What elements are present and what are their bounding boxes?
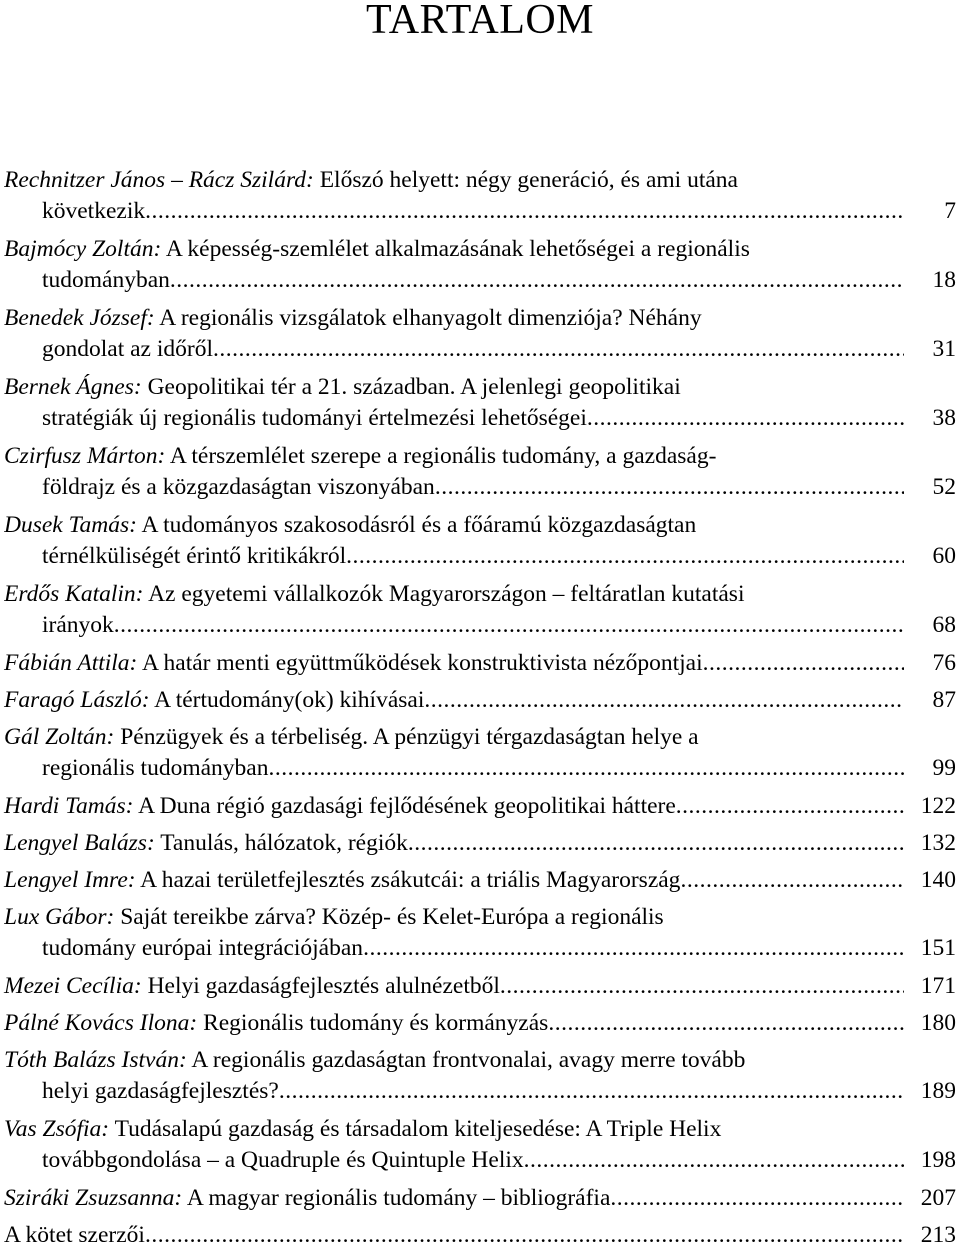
dot-leader <box>680 865 904 896</box>
toc-entry-title <box>4 791 676 822</box>
toc-entry-page-number: 151 <box>920 935 956 961</box>
dot-leader <box>610 1183 904 1214</box>
toc-entry-title-start: Az egyetemi vállalkozók Magyarországon – feltáratlan kutatási <box>143 581 745 607</box>
toc-entry-last-line <box>4 265 960 296</box>
toc-entry-page-number: 171 <box>920 973 956 999</box>
toc-entry-title-text: Regionális tudomány és kormányzás <box>197 1010 549 1036</box>
toc-entry-last-line <box>4 472 960 503</box>
dot-leader <box>676 791 904 822</box>
dot-leader <box>408 828 904 859</box>
toc-entry-title <box>4 1220 145 1251</box>
toc-entry-last-line <box>4 1220 960 1251</box>
toc-entry-title <box>42 1076 279 1107</box>
toc-entry-last-line <box>4 828 960 859</box>
toc-entry[interactable] <box>4 441 960 510</box>
toc-entry-page-number: 38 <box>932 405 956 431</box>
toc-entry-title-text: A hazai területfejlesztés zsákutcái: a triális Magyarország <box>135 867 681 893</box>
toc-entry[interactable] <box>4 722 960 791</box>
toc-entry-page-number: 76 <box>932 650 956 676</box>
toc-entry-title-start: Előszó helyett: négy generáció, és ami utána <box>313 167 738 193</box>
toc-entry-last-line <box>4 933 960 964</box>
toc-entry-first-line <box>4 303 844 334</box>
toc-entry-title-text: helyi gazdaságfejlesztés? <box>42 1078 279 1104</box>
toc-entry-page-number: 189 <box>920 1078 956 1104</box>
toc-entry-author: Sziráki Zsuzsanna: <box>4 1185 183 1211</box>
toc-entry-author: Vas Zsófia: <box>4 1116 110 1142</box>
toc-entry-first-line <box>4 234 844 265</box>
toc-entry[interactable] <box>4 165 960 234</box>
toc-entry-first-line <box>4 902 844 933</box>
toc-entry[interactable] <box>4 579 960 648</box>
toc-entry-last-line <box>4 685 960 716</box>
table-of-contents <box>4 165 960 1257</box>
toc-entry-title <box>4 828 408 859</box>
dot-leader <box>587 403 904 434</box>
toc-entry-last-line <box>4 753 960 784</box>
toc-entry-last-line <box>4 791 960 822</box>
toc-entry-first-line <box>4 1045 844 1076</box>
toc-entry-page-number: 132 <box>920 830 956 856</box>
dot-leader <box>279 1076 904 1107</box>
toc-entry-title-text: tudomány európai integrációjában <box>42 935 364 961</box>
toc-entry-page-number: 68 <box>932 612 956 638</box>
dot-leader <box>500 971 904 1002</box>
dot-leader <box>268 753 904 784</box>
toc-entry-title-text: A magyar regionális tudomány – bibliográfia <box>182 1185 611 1211</box>
toc-entry-title-text: földrajz és a közgazdaságtan viszonyában <box>42 474 435 500</box>
toc-entry-title <box>42 334 213 365</box>
dot-leader <box>524 1145 904 1176</box>
toc-entry-title-start: A regionális gazdaságtan frontvonalai, avagy merre tovább <box>186 1047 746 1073</box>
toc-entry-author: Faragó László: <box>4 687 150 713</box>
toc-entry-page-number: 7 <box>944 198 956 224</box>
toc-entry[interactable] <box>4 303 960 372</box>
toc-entry-title-text: A tértudomány(ok) kihívásai <box>149 687 425 713</box>
toc-entry-author: Czirfusz Márton: <box>4 443 166 469</box>
toc-entry-page-number: 31 <box>932 336 956 362</box>
toc-entry-last-line <box>4 1145 960 1176</box>
toc-entry-title-start: A képesség-szemlélet alkalmazásának lehetőségei a regionális <box>161 236 750 262</box>
toc-entry-title-text: stratégiák új regionális tudományi értelmezési lehetőségei <box>42 405 587 431</box>
toc-entry-author: Benedek József: <box>4 305 155 331</box>
toc-entry-author: Tóth Balázs István: <box>4 1047 187 1073</box>
toc-entry-title <box>4 685 424 716</box>
toc-entry-title-text: tudományban <box>42 267 170 293</box>
toc-entry[interactable] <box>4 234 960 303</box>
toc-entry-author: Hardi Tamás: <box>4 793 134 819</box>
toc-entry-last-line <box>4 610 960 641</box>
toc-entry-page-number: 207 <box>920 1185 956 1211</box>
toc-entry-title-start: A tudományos szakosodásról és a főáramú közgazdaságtan <box>136 512 697 538</box>
toc-entry-author: Lux Gábor: <box>4 904 115 930</box>
toc-entry-last-line <box>4 541 960 572</box>
toc-entry-author: Fábián Attila: <box>4 650 138 676</box>
dot-leader <box>363 933 904 964</box>
toc-entry-first-line <box>4 579 844 610</box>
toc-entry-title <box>4 865 680 896</box>
toc-entry[interactable] <box>4 1045 960 1114</box>
toc-entry[interactable] <box>4 865 960 902</box>
toc-entry-last-line <box>4 1008 960 1039</box>
toc-entry-title-text: A kötet szerzői <box>4 1222 145 1248</box>
toc-entry-first-line <box>4 441 844 472</box>
dot-leader <box>114 610 904 641</box>
toc-entry[interactable] <box>4 971 960 1008</box>
toc-entry-title-text: regionális tudományban <box>42 755 269 781</box>
toc-entry-page-number: 122 <box>920 793 956 819</box>
dot-leader <box>170 265 904 296</box>
toc-entry[interactable] <box>4 1183 960 1220</box>
toc-entry-title-text: irányok <box>42 612 114 638</box>
toc-entry-first-line <box>4 510 844 541</box>
toc-entry[interactable] <box>4 685 960 722</box>
toc-entry-page-number: 99 <box>932 755 956 781</box>
toc-entry[interactable] <box>4 902 960 971</box>
toc-entry[interactable] <box>4 791 960 828</box>
toc-entry-page-number: 180 <box>920 1010 956 1036</box>
toc-entry[interactable] <box>4 1220 960 1257</box>
toc-entry-author: Dusek Tamás: <box>4 512 137 538</box>
dot-leader <box>145 196 904 227</box>
toc-entry-title <box>4 1183 610 1214</box>
toc-entry-title-text: következik <box>42 198 146 224</box>
toc-entry-title-start: A regionális vizsgálatok elhanyagolt dimenziója? Néhány <box>154 305 702 331</box>
toc-entry-title-start: Tudásalapú gazdaság és társadalom kiteljesedése: A Triple Helix <box>109 1116 722 1142</box>
toc-entry-page-number: 60 <box>932 543 956 569</box>
toc-entry-title <box>42 610 114 641</box>
toc-entry-last-line <box>4 865 960 896</box>
toc-entry-title-start: Pénzügyek és a térbeliség. A pénzügyi térgazdaságtan helye a <box>114 724 699 750</box>
toc-entry-title-text: Helyi gazdaságfejlesztés alulnézetből <box>141 973 500 999</box>
toc-entry-author: Bernek Ágnes: <box>4 374 142 400</box>
toc-entry-title-text: A Duna régió gazdasági fejlődésének geopolitikai háttere <box>133 793 676 819</box>
toc-entry-first-line <box>4 165 844 196</box>
toc-entry[interactable] <box>4 1114 960 1183</box>
toc-entry-title <box>42 265 170 296</box>
toc-entry-author: Pálné Kovács Ilona: <box>4 1010 198 1036</box>
toc-entry-first-line <box>4 372 844 403</box>
toc-entry-last-line <box>4 1076 960 1107</box>
toc-entry-last-line <box>4 971 960 1002</box>
toc-entry-title <box>42 1145 524 1176</box>
toc-entry-title <box>42 196 145 227</box>
toc-entry-title-text: Tanulás, hálózatok, régiók <box>154 830 408 856</box>
toc-entry-author: Bajmócy Zoltán: <box>4 236 162 262</box>
toc-entry-page-number: 18 <box>932 267 956 293</box>
toc-entry-title <box>4 648 703 679</box>
toc-entry-last-line <box>4 334 960 365</box>
toc-entry-title-text: gondolat az időről <box>42 336 213 362</box>
page-title: TARTALOM <box>365 0 595 43</box>
toc-entry[interactable] <box>4 510 960 579</box>
dot-leader <box>145 1220 904 1251</box>
toc-entry-author: Rechnitzer János – Rácz Szilárd: <box>4 167 314 193</box>
dot-leader <box>424 685 904 716</box>
toc-entry-page-number: 198 <box>920 1147 956 1173</box>
toc-entry-first-line <box>4 722 844 753</box>
toc-entry-page-number: 140 <box>920 867 956 893</box>
dot-leader <box>435 472 904 503</box>
toc-entry-last-line <box>4 1183 960 1214</box>
toc-entry-title-start: Geopolitikai tér a 21. században. A jelenlegi geopolitikai <box>141 374 681 400</box>
toc-entry-author: Lengyel Balázs: <box>4 830 155 856</box>
toc-entry-author: Gál Zoltán: <box>4 724 115 750</box>
toc-entry-author: Mezei Cecília: <box>4 973 142 999</box>
toc-entry[interactable] <box>4 1008 960 1045</box>
toc-entry-title-start: A térszemlélet szerepe a regionális tudomány, a gazdaság- <box>165 443 717 469</box>
toc-entry-title <box>42 541 346 572</box>
toc-entry-title-text: továbbgondolása – a Quadruple és Quintuple Helix <box>42 1147 524 1173</box>
dot-leader <box>346 541 904 572</box>
dot-leader <box>548 1008 904 1039</box>
toc-entry-title-text: térnélküliségét érintő kritikákról <box>42 543 347 569</box>
toc-entry-first-line <box>4 1114 844 1145</box>
toc-entry-page-number: 87 <box>932 687 956 713</box>
toc-entry[interactable] <box>4 828 960 865</box>
toc-entry-last-line <box>4 196 960 227</box>
dot-leader <box>213 334 904 365</box>
toc-entry-title <box>42 403 587 434</box>
toc-entry-title-text: A határ menti együttműködések konstruktivista nézőpontjai <box>137 650 703 676</box>
toc-entry-page-number: 52 <box>932 474 956 500</box>
toc-entry[interactable] <box>4 372 960 441</box>
toc-entry-page-number: 213 <box>920 1222 956 1248</box>
toc-entry-author: Lengyel Imre: <box>4 867 136 893</box>
toc-entry-title <box>4 971 500 1002</box>
dot-leader <box>703 648 904 679</box>
toc-entry-last-line <box>4 648 960 679</box>
toc-entry-title <box>4 1008 548 1039</box>
toc-entry-title <box>42 933 363 964</box>
toc-entry[interactable] <box>4 648 960 685</box>
toc-entry-author: Erdős Katalin: <box>4 581 144 607</box>
toc-entry-title <box>42 753 268 784</box>
toc-entry-title <box>42 472 435 503</box>
toc-entry-title-start: Saját tereikbe zárva? Közép- és Kelet-Európa a regionális <box>114 904 664 930</box>
toc-entry-last-line <box>4 403 960 434</box>
